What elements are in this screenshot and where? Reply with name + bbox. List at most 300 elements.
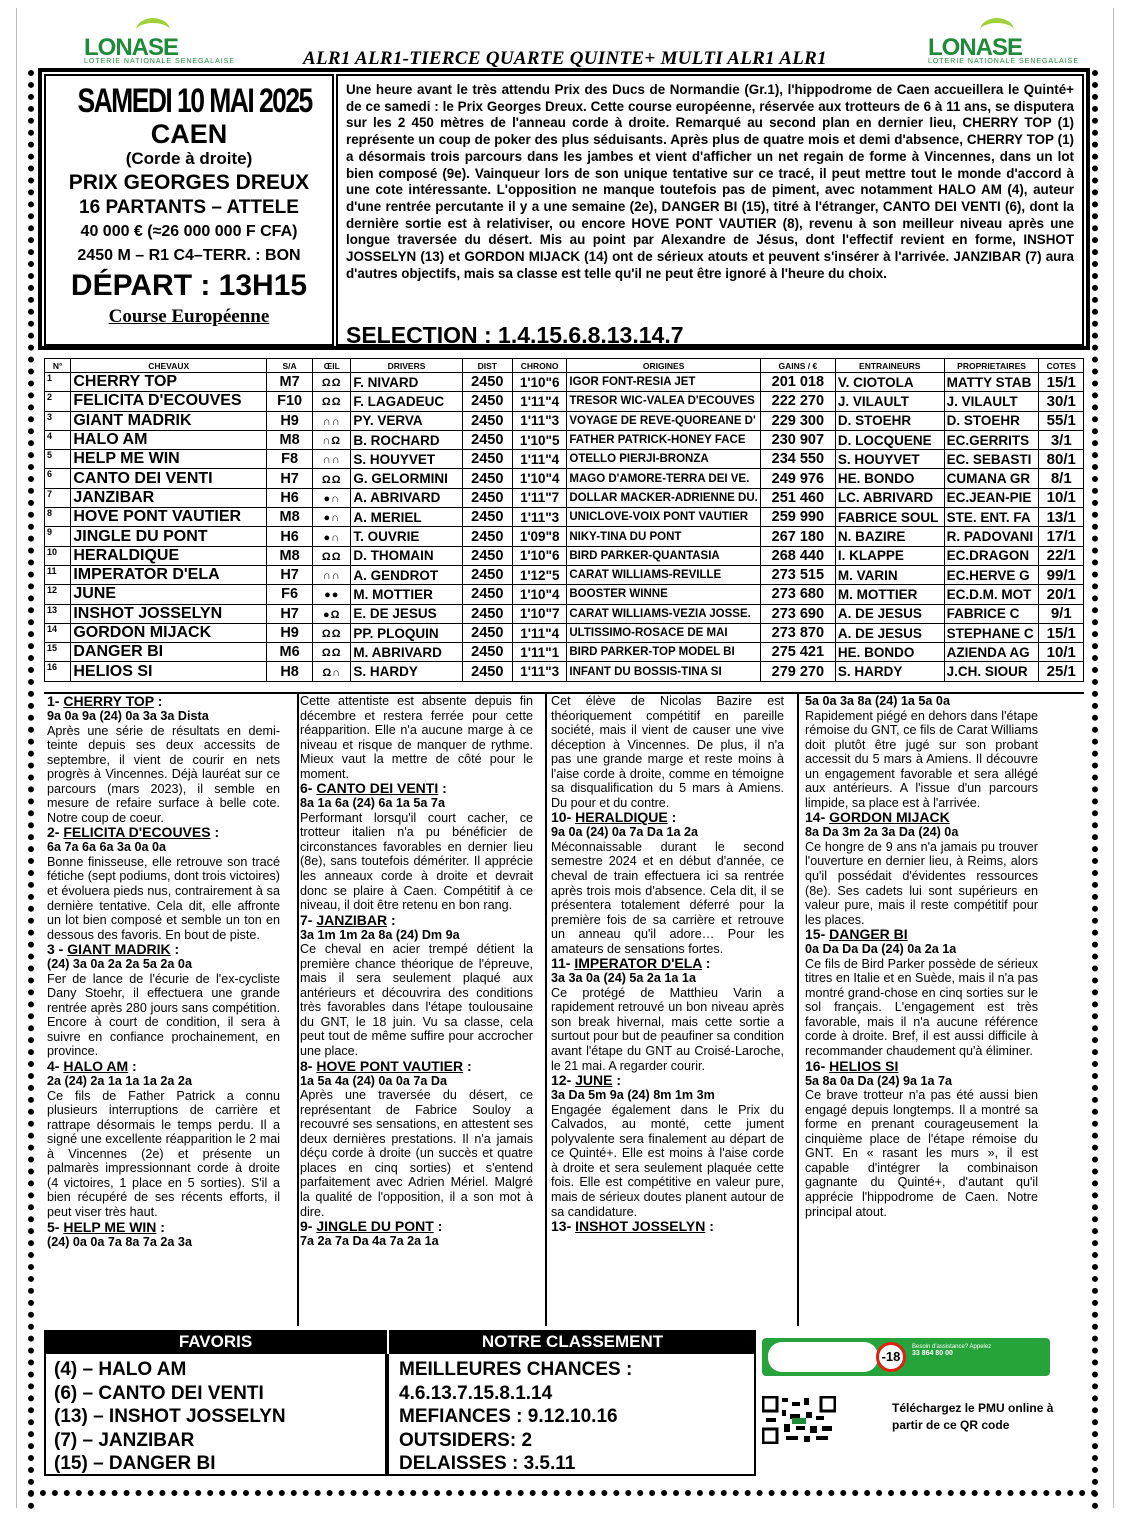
cell-sa: H7 [267,565,313,584]
selection: SELECTION : 1.4.15.6.8.13.14.7 [346,322,684,348]
cell-eye [313,604,351,623]
cell-gains: 234 550 [760,450,835,469]
cell-dist: 2450 [462,527,512,546]
qr-caption: Téléchargez le PMU online à partir de ce QR code [892,1401,1054,1432]
cell-n: 13 [45,604,71,623]
horse-9-perf: 7a 2a 7a Da 4a 7a 2a 1a [300,1234,439,1249]
cell-dist: 2450 [462,411,512,430]
shoe-icon: ●● [324,589,340,602]
race-partants: 16 PARTANTS – ATTELE [79,197,299,218]
cell-orig: MAGO D'AMORE-TERRA DEI VE. [567,469,760,488]
cell-eye [313,643,351,662]
table-row [45,392,1084,411]
race-type: Course Européenne [108,306,270,327]
shoe-icon: ΩΩ [321,628,342,640]
cell-owner: D. STOEHR [944,411,1039,430]
favori-item: (15) – DANGER BI [54,1453,216,1475]
shoe-icon: ●∩ [323,531,341,544]
horse-7-title: 7- JANZIBAR : [300,911,396,928]
cell-trainer: M. MOTTIER [835,585,944,604]
classement-header: NOTRE CLASSEMENT [389,1330,756,1354]
cell-n: 14 [45,623,71,642]
cell-orig: UNICLOVE-VOIX PONT VAUTIER [567,508,760,527]
lonase-logo-right: LONASE LOTERIE NATIONALE SENEGALAISE [928,34,1079,65]
partants-table [44,358,1084,682]
cell-chrono: 1'11"4 [512,623,566,642]
table-row [45,623,1084,642]
cell-n: 6 [45,469,71,488]
shoe-icon: ∩∩ [322,570,341,583]
cell-driver: M. MOTTIER [351,585,462,604]
cell-dist: 2450 [462,508,512,527]
cell-eye [313,527,351,546]
cell-chrono: 1'10"4 [512,585,566,604]
cell-name: JANZIBAR [71,488,267,507]
cell-driver: B. ROCHARD [351,430,462,449]
favoris-list [44,1354,387,1476]
table-row [45,373,1084,392]
cell-n: 2 [45,392,71,411]
horse-8-perf: 1a 5a 4a (24) 0a 0a 7a Da [300,1073,448,1088]
cell-name: DANGER BI [71,643,267,662]
right-dotted-border [1092,70,1098,1510]
shoe-icon: ΩΩ [321,647,342,660]
cell-name: JUNE [71,585,267,604]
cell-cote: 17/1 [1039,527,1084,546]
cell-eye [313,623,351,642]
cell-n: 16 [45,662,71,681]
column-divider [797,694,799,1326]
cell-name: GIANT MADRIK [71,411,267,430]
commentary-column-1 [47,694,280,1249]
cell-n: 5 [45,450,71,469]
cell-n: 15 [45,643,71,662]
cell-driver: D. THOMAIN [351,546,462,565]
cell-dist: 2450 [462,430,512,449]
cell-gains: 229 300 [760,411,835,430]
cell-chrono: 1'09"8 [512,527,566,546]
cell-dist: 2450 [462,488,512,507]
cell-orig: BOOSTER WINNE [567,585,760,604]
cell-chrono: 1'10"6 [512,373,566,392]
responsible-gaming-banner [762,1338,1050,1376]
horse-12-text: Engagée également dans le Prix du Calvados, au monté, cette jument polyvalente sera finalement au départ de ce Quinté+. Elle est moins à l'aise corde à droite et sera seulement plaquée cette fois. Elle est compétitive en valeur pure, mais de sérieux doutes planent autour de sa candidature. [551,1102,784,1219]
cell-owner: EC.JEAN-PIE [944,488,1039,507]
cell-cote: 10/1 [1039,488,1084,507]
cell-sa: H6 [267,488,313,507]
favori-item: (13) – INSHOT JOSSELYN [54,1406,286,1428]
column-header: CHEVAUX [71,359,267,373]
cell-dist: 2450 [462,469,512,488]
table-row [45,527,1084,546]
cell-owner: R. PADOVANI [944,527,1039,546]
cell-orig: VOYAGE DE REVE-QUOREANE D' [567,411,760,430]
classement-line: MEFIANCES : 9.12.10.16 [399,1406,618,1428]
cell-n: 8 [45,508,71,527]
table-row [45,585,1084,604]
classement-line: OUTSIDERS: 2 [399,1429,533,1451]
cell-name: GORDON MIJACK [71,623,267,642]
cell-cote: 8/1 [1039,469,1084,488]
cell-dist: 2450 [462,643,512,662]
cell-owner: EC.HERVE G [944,565,1039,584]
cell-n: 7 [45,488,71,507]
cell-n: 3 [45,411,71,430]
cell-name: INSHOT JOSSELYN [71,604,267,623]
cell-sa: M8 [267,546,313,565]
cell-cote: 80/1 [1039,450,1084,469]
cell-driver: A. ABRIVARD [351,488,462,507]
cell-driver: A. GENDROT [351,565,462,584]
cell-driver: M. ABRIVARD [351,643,462,662]
column-header: S/A [267,359,313,373]
cell-chrono: 1'11"7 [512,488,566,507]
cell-sa: H9 [267,623,313,642]
cell-trainer: D. LOCQUENE [835,430,944,449]
horse-1-perf: 9a 0a 9a (24) 0a 3a 3a Dista [47,709,209,723]
cell-eye [313,411,351,430]
column-header: PROPRIETAIRES [944,359,1039,373]
cell-sa: F6 [267,585,313,604]
cell-owner: J.CH. SIOUR [944,662,1039,681]
horse-3-text: Fer de lance de l'écurie de l'ex-cycliste Dany Stoehr, il effectuera une grande rentrée après 280 jours sans compétition. Encore à court de condition, il sera à suivre en confiance prochainement, en province. [47,971,280,1059]
cell-eye [313,392,351,411]
cell-n: 9 [45,527,71,546]
cell-driver: S. HARDY [351,662,462,681]
horse-14-title: 14- GORDON MIJACK [805,809,950,826]
horse-15-perf: 0a Da Da Da (24) 0a 2a 1a [805,942,957,957]
race-city: CAEN [150,119,228,149]
cell-gains: 275 421 [760,643,835,662]
cell-dist: 2450 [462,623,512,642]
cell-driver: S. HOUYVET [351,450,462,469]
bottom-section [44,1330,1084,1476]
lonase-ad-logo [768,1342,878,1372]
cell-sa: M7 [267,373,313,392]
assistance-text [912,1344,1042,1370]
horse-16-text: Ce brave trotteur n'a pas été aussi bien engagé depuis longtemps. Il a montré sa forme en prenant courageusement la cinquième place de l'étape rémoise du GNT. En « rasant les murs », il est capable d'intégrer la combinaison gagnante du Quinté+, d'autant qu'il apprécie l'hippodrome de Caen. Notre principal atout. [805,1088,1038,1219]
cell-trainer: LC. ABRIVARD [835,488,944,507]
cell-gains: 273 870 [760,623,835,642]
cell-dist: 2450 [462,373,512,392]
cell-driver: F. NIVARD [351,373,462,392]
shoe-icon: ΩΩ [321,550,342,563]
shoe-icon: ●∩ [323,492,341,505]
table-row [45,469,1084,488]
cell-eye [313,373,351,392]
horse-2-title: 2- FELICITA D'ECOUVES : [47,824,220,841]
cell-trainer: V. CIOTOLA [835,373,944,392]
classement-line: 4.6.13.7.15.8.1.14 [399,1382,553,1404]
cell-orig: DOLLAR MACKER-ADRIENNE DU. [567,488,760,507]
cell-name: JINGLE DU PONT [71,527,267,546]
cell-cote: 20/1 [1039,585,1084,604]
cell-dist: 2450 [462,546,512,565]
cell-gains: 267 180 [760,527,835,546]
cell-eye [313,662,351,681]
race-date: SAMEDI 10 MAI 2025 [77,82,312,120]
shoe-icon: ●Ω [323,608,341,621]
assistance-label: Besoin d'assistance? Appelez [912,1344,992,1350]
horse-10-perf: 9a 0a (24) 0a 7a Da 1a 2a [551,825,699,840]
cell-n: 1 [45,373,71,392]
race-distance: 2450 M – R1 C4–TERR. : BON [77,247,301,264]
cell-n: 4 [45,430,71,449]
horse-5-text: Cette attentiste est absente depuis fin décembre et restera ferrée pour cette réapparition. Elle n'a aucune marge à ce niveau et risque de manquer de rythme. Mieux vaut la mettre de côté pour le moment. [300,694,533,781]
horse-10-title: 10- HERALDIQUE : [551,809,677,826]
table-row [45,450,1084,469]
cell-chrono: 1'12"5 [512,565,566,584]
cell-trainer: D. STOEHR [835,411,944,430]
race-intro-text: Une heure avant le très attendu Prix des Ducs de Normandie (Gr.1), l'hippodrome de Caen accueillera le Quinté+ de ce samedi : le Prix Georges Dreux. Cette course européenne, réservée aux trotteurs de 6 à 11 ans, se disputera sur les 2 450 mètres de l'anneau corde à droite. Remarqué au second plan en dernier lieu, CHERRY TOP (1) représente un coup de poker des plus séduisants. Après plus de quatre mois et demi d'absence, CHERRY TOP (1) a désormais trois parcours dans les jambes et vient d'afficher un net regain de forme à Vincennes, dans un lot bien composé (9e). Vainqueur lors de son unique tentative sur ce tracé, il peut mettre tout le monde d'accord à une cote intéressante. L'opposition ne manque toutefois pas de piment, avec notamment HALO AM (4), auteur d'une rentrée percutante il y a une semaine (2e), DANGER BI (15), titré à l'étranger, CANTO DEI VENTI (6), dont la dernière sortie est à relativiser, ou encore HOVE PONT VAUTIER (8), revenu à son meilleur niveau après une longue traversée du désert. Mis au point par Alexandre de Jésus, dont l'effectif revient en forme, INSHOT JOSSELYN (13) et GORDON MIJACK (14) ont de sérieux atouts et peuvent s'insérer à l'arrivée. JANZIBAR (7) aura d'autres objectifs, mais sa classe est telle qu'il ne peut être ignoré à l'heure du choix. [346,82,1074,281]
horse-14-perf: 8a Da 3m 2a 3a Da (24) 0a [805,825,959,840]
cell-eye [313,546,351,565]
cell-n: 11 [45,565,71,584]
cell-chrono: 1'11"1 [512,643,566,662]
column-header: DRIVERS [351,359,462,373]
qr-code-icon[interactable] [762,1396,836,1444]
shoe-icon: ΩΩ [321,396,342,409]
race-prix: PRIX GEORGES DREUX [68,171,310,194]
cell-cote: 15/1 [1039,623,1084,642]
cell-gains: 273 690 [760,604,835,623]
cell-gains: 222 270 [760,392,835,411]
cell-orig: NIKY-TINA DU PONT [567,527,760,546]
cell-dist: 2450 [462,392,512,411]
table-row [45,488,1084,507]
horse-2-text: Bonne finisseuse, elle retrouve son tracé fétiche (sept podiums, dont trois victoires) et évoluera pieds nus, contrairement à sa dernière tentative. Cela dit, elle affronte un lot bien composé et semble un ton en dessous des favoris. En bout de piste. [47,854,280,942]
shoe-icon: ΩΩ [321,377,342,390]
table-row [45,662,1084,681]
commentary-column-4 [805,694,1038,1219]
cell-sa: H9 [267,411,313,430]
race-intro-box [336,74,1084,346]
horse-9-title: 9- JINGLE DU PONT : [300,1218,443,1235]
cell-gains: 279 270 [760,662,835,681]
cell-trainer: A. DE JESUS [835,604,944,623]
table-row [45,411,1084,430]
cell-owner: EC.D.M. MOT [944,585,1039,604]
cell-name: HELIOS SI [71,662,267,681]
cell-orig: CARAT WILLIAMS-VEZIA JOSSE. [567,604,760,623]
cell-sa: H8 [267,662,313,681]
cell-sa: H7 [267,469,313,488]
cell-eye [313,565,351,584]
cell-driver: A. MERIEL [351,508,462,527]
cell-owner: FABRICE C [944,604,1039,623]
cell-gains: 268 440 [760,546,835,565]
cell-name: FELICITA D'ECOUVES [71,392,267,411]
cell-gains: 230 907 [760,430,835,449]
left-dotted-border [28,70,34,1510]
cell-cote: 3/1 [1039,430,1084,449]
cell-orig: IGOR FONT-RESIA JET [567,373,760,392]
cell-owner: STE. ENT. FA [944,508,1039,527]
shoe-icon: Ω∩ [322,666,342,679]
cell-cote: 9/1 [1039,604,1084,623]
classement-list [387,1354,756,1476]
horse-6-title: 6- CANTO DEI VENTI : [300,780,447,797]
horse-5-title: 5- HELP ME WIN : [47,1218,165,1235]
column-divider [297,694,299,1326]
cell-owner: J. VILAULT [944,392,1039,411]
horse-13-text: Rapidement piégé en dehors dans l'étape rémoise du GNT, ce fils de Carat Williams doit plutôt être jugé sur son probant accessit du 5 mars à Amiens. Il découvre un engagement favorable et sera allégé aux antérieurs. A l'issue d'un parcours limpide, sa place est à l'arrivée. [805,708,1038,810]
horse-12-title: 12- JUNE : [551,1072,622,1089]
table-row [45,430,1084,449]
horse-1-text: Après une série de résultats en demi-teinte depuis ses deux accessits de septembre, il vient de courir en nets progrès à Vincennes. Déjà lauréat sur ce parcours (mars 2023), il semble en mesure de refaire surface à belle cote. Notre coup de coeur. [47,723,280,825]
race-corde: (Corde à droite) [125,149,253,168]
horse-3-perf: (24) 3a 0a 2a 2a 5a 2a 0a [47,957,192,972]
column-header: N° [45,359,71,373]
cell-orig: INFANT DU BOSSIS-TINA SI [567,662,760,681]
horse-16-perf: 5a 8a 0a Da (24) 9a 1a 7a [805,1073,953,1088]
horse-3-title: 3 - GIANT MADRIK : [47,941,180,958]
horse-15-title: 15- DANGER BI [805,926,908,943]
age-18-icon: -18 [876,1342,906,1372]
classement-line: DELAISSES : 3.5.11 [399,1453,576,1475]
cell-dist: 2450 [462,662,512,681]
cell-gains: 259 990 [760,508,835,527]
cell-name: HOVE PONT VAUTIER [71,508,267,527]
shoe-icon: ●∩ [323,512,341,525]
column-divider [545,694,547,1326]
horse-7-text: Ce cheval en acier trempé détient la première chance théorique de l'épreuve, mais il sera seulement plaqué aux antérieurs et découvrira des conditions très favorables dans l'étape toulousaine du GNT, le 18 juin. Vu sa classe, cela peut tout de même suffire pour accrocher une place. [300,942,533,1059]
cell-orig: BIRD PARKER-TOP MODEL BI [567,643,760,662]
favoris-header: FAVORIS [44,1330,387,1354]
cell-driver: F. LAGADEUC [351,392,462,411]
cell-sa: M8 [267,508,313,527]
cell-chrono: 1'11"3 [512,662,566,681]
cell-driver: PY. VERVA [351,411,462,430]
column-header: DIST [462,359,512,373]
cell-dist: 2450 [462,565,512,584]
horse-4-perf: 2a (24) 2a 1a 1a 1a 2a 2a [47,1074,192,1089]
shoe-icon: ΩΩ [321,473,342,486]
cell-dist: 2450 [462,604,512,623]
cell-n: 12 [45,585,71,604]
table-row [45,546,1084,565]
cell-cote: 55/1 [1039,411,1084,430]
classement-line: MEILLEURES CHANCES : [399,1359,633,1380]
cell-chrono: 1'10"4 [512,469,566,488]
cell-cote: 25/1 [1039,662,1084,681]
cell-name: HALO AM [71,430,267,449]
horse-16-title: 16- HELIOS SI [805,1057,899,1074]
horse-6-perf: 8a 1a 6a (24) 6a 1a 5a 7a [300,796,445,811]
cell-owner: EC.GERRITS [944,430,1039,449]
cell-name: IMPERATOR D'ELA [71,565,267,584]
commentary-column-3 [551,694,784,1234]
favori-item: (7) – JANZIBAR [54,1429,195,1451]
cell-gains: 251 460 [760,488,835,507]
horse-11-text: Ce protégé de Matthieu Varin a rapidement retrouvé un bon niveau après son break hivernal, mais cette sortie a surtout pour but de peaufiner sa condition avant l'étape du GNT au Croisé-Laroche, le 21 mai. A regarder courir. [551,985,784,1073]
cell-n: 10 [45,546,71,565]
cell-gains: 201 018 [760,373,835,392]
cell-owner: EC. SEBASTI [944,450,1039,469]
cell-name: HERALDIQUE [71,546,267,565]
cell-trainer: M. VARIN [835,565,944,584]
cell-owner: CUMANA GR [944,469,1039,488]
cell-chrono: 1'11"4 [512,392,566,411]
cell-owner: AZIENDA AG [944,643,1039,662]
cell-eye [313,585,351,604]
cell-dist: 2450 [462,450,512,469]
cell-sa: M8 [267,430,313,449]
horse-13-perf: 5a 0a 3a 8a (24) 1a 5a 0a [805,694,950,708]
table-row [45,643,1084,662]
cell-gains: 249 976 [760,469,835,488]
column-header: COTES [1039,359,1084,373]
table-row [45,508,1084,527]
horse-13-title: 13- INSHOT JOSSELYN : [551,1218,714,1235]
horse-10-text: Méconnaissable durant le second semestre 2024 et en début d'année, ce cheval de train effectuera ici sa rentrée après trois mois d'absence. Cela dit, il se présentera totalement déferré pour la première fois de sa carrière et retrouve un anneau qu'il adore… Pour les amateurs de sensations fortes. [551,839,784,956]
cell-owner: EC.DRAGON [944,546,1039,565]
cell-driver: G. GELORMINI [351,469,462,488]
cell-trainer: J. VILAULT [835,392,944,411]
cell-cote: 13/1 [1039,508,1084,527]
cell-owner: MATTY STAB [944,373,1039,392]
column-header: ORIGINES [567,359,760,373]
cell-orig: BIRD PARKER-QUANTASIA [567,546,760,565]
horse-8-text: Après une traversée du désert, ce représentant de Fabrice Souloy a recouvré ses sensations, en attestent ses deux dernières prestations. Il n'a jamais déçu corde à droite (un succès et quatre places en cinq sorties) et s'entend parfaitement avec Adrien Mériel. Malgré la qualité de l'opposition, il a son mot à dire. [300,1088,533,1219]
favori-item: (4) – HALO AM [54,1359,187,1380]
cell-eye [313,469,351,488]
cell-orig: ULTISSIMO-ROSACE DE MAI [567,623,760,642]
cell-name: CANTO DEI VENTI [71,469,267,488]
race-allocation: 40 000 € (≈26 000 000 F CFA) [80,223,298,240]
cell-trainer: HE. BONDO [835,469,944,488]
shoe-icon: ∩∩ [322,415,341,428]
bottom-dotted-border [28,1490,1098,1496]
table-row [45,604,1084,623]
cell-sa: H6 [267,527,313,546]
horse-1-title: 1- CHERRY TOP : [47,693,163,709]
cell-trainer: I. KLAPPE [835,546,944,565]
race-depart: DÉPART : 13H15 [70,269,308,302]
cell-eye [313,488,351,507]
cell-trainer: HE. BONDO [835,643,944,662]
cell-cote: 10/1 [1039,643,1084,662]
cell-name: HELP ME WIN [71,450,267,469]
horse-9-text: Cet élève de Nicolas Bazire est théoriquement compétitif en pareille société, mais il vient de causer une vive déception à Vincennes. De plus, il n'a pas une grande marge et reste moins à l'aise corde à droite, comme en témoigne sa disqualification du 5 mars à Amiens. Du pour et du contre. [551,694,784,810]
lonase-logo-left: LONASE LOTERIE NATIONALE SENEGALAISE [84,34,235,65]
cell-chrono: 1'10"6 [512,546,566,565]
cell-driver: T. OUVRIE [351,527,462,546]
cell-cote: 30/1 [1039,392,1084,411]
cell-cote: 15/1 [1039,373,1084,392]
horse-8-title: 8- HOVE PONT VAUTIER : [300,1057,472,1074]
cell-chrono: 1'11"3 [512,411,566,430]
cell-trainer: S. HARDY [835,662,944,681]
cell-chrono: 1'10"7 [512,604,566,623]
assistance-phone: 33 864 80 00 [912,1350,953,1357]
column-header: ENTRAINEURS [835,359,944,373]
horse-7-perf: 3a 1m 1m 2a 8a (24) Dm 9a [300,927,460,942]
race-summary [44,74,334,346]
horse-11-perf: 3a 3a 0a (24) 5a 2a 1a 1a [551,971,696,986]
cell-sa: H7 [267,604,313,623]
cell-eye [313,508,351,527]
horse-5-perf: (24) 0a 0a 7a 8a 7a 2a 3a [47,1234,192,1249]
horse-6-text: Performant lorsqu'il court cacher, ce trotteur italien n'a pu bénéficier de circonstances favorables en dernier lieu (8e), sans toutefois démériter. Il apprécie les anneaux corde à droite et devrait donc se plaire à Caen. Compétitif à ce niveau, il doit être retenu en bon rang. [300,810,533,913]
cell-sa: F8 [267,450,313,469]
horse-4-title: 4- HALO AM : [47,1058,137,1075]
table-header-row [45,359,1084,373]
cell-orig: FATHER PATRICK-HONEY FACE [567,430,760,449]
column-header: CHRONO [512,359,566,373]
shoe-icon: ∩Ω [322,435,342,448]
cell-gains: 273 515 [760,565,835,584]
